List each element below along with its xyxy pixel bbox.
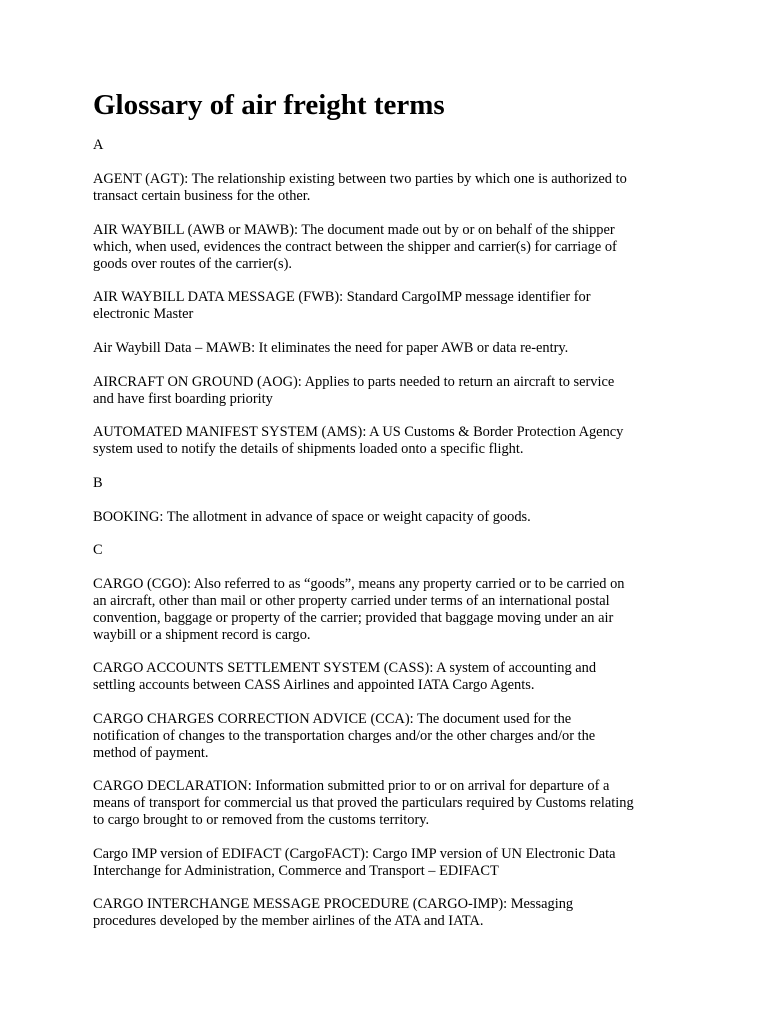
text-line: CARGO INTERCHANGE MESSAGE PROCEDURE (CARGO-IMP): Messaging [93, 896, 574, 912]
text-line: CARGO (CGO): Also referred to as “goods”, means any property carried or to be carried on [93, 576, 625, 592]
glossary-entry-ams [93, 424, 683, 458]
text-line: means of transport for commercial us that proved the particulars required by Customs relating [93, 795, 634, 811]
text-line: which, when used, evidences the contract between the shipper and carrier(s) for carriage of [93, 239, 617, 255]
text-line: AIR WAYBILL DATA MESSAGE (FWB): Standard CargoIMP message identifier for [93, 289, 591, 305]
glossary-entry-mawb-data [93, 340, 683, 357]
text-line: system used to notify the details of shipments loaded onto a specific flight. [93, 441, 524, 457]
glossary-entry-booking [93, 509, 683, 526]
text-line: AIR WAYBILL (AWB or MAWB): The document made out by or on behalf of the shipper [93, 222, 615, 238]
text-line: AUTOMATED MANIFEST SYSTEM (AMS): A US Customs & Border Protection Agency [93, 424, 624, 440]
text-line: C [93, 542, 103, 558]
text-line: A [93, 137, 104, 153]
text-line: Cargo IMP version of EDIFACT (CargoFACT): Cargo IMP version of UN Electronic Data [93, 846, 616, 862]
text-line: to cargo brought to or removed from the customs territory. [93, 812, 430, 828]
text-line: and have first boarding priority [93, 391, 273, 407]
glossary-entry-air-waybill [93, 222, 683, 273]
glossary-entry-cargofact [93, 846, 683, 880]
text-line: BOOKING: The allotment in advance of space or weight capacity of goods. [93, 509, 531, 525]
text-line: settling accounts between CASS Airlines and appointed IATA Cargo Agents. [93, 677, 535, 693]
glossary-entry-aog [93, 374, 683, 408]
glossary-entry-cargo [93, 576, 683, 644]
text-line: convention, baggage or property of the carrier; provided that baggage moving under an air [93, 610, 614, 626]
text-line: waybill or a shipment record is cargo. [93, 627, 311, 643]
text-line: procedures developed by the member airlines of the ATA and IATA. [93, 913, 484, 929]
glossary-entry-agent [93, 171, 683, 205]
glossary-entry-cca [93, 711, 683, 762]
text-line: CARGO DECLARATION: Information submitted prior to or on arrival for departure of a [93, 778, 610, 794]
text-line: an aircraft, other than mail or other property carried under terms of an international postal [93, 593, 610, 609]
glossary-entry-cargo-imp [93, 896, 683, 930]
page-title: Glossary of air freight terms [93, 89, 445, 121]
text-line: goods over routes of the carrier(s). [93, 256, 292, 272]
text-line: Interchange for Administration, Commerce and Transport – EDIFACT [93, 863, 499, 879]
text-line: CARGO CHARGES CORRECTION ADVICE (CCA): The document used for the [93, 711, 572, 727]
text-line: AIRCRAFT ON GROUND (AOG): Applies to parts needed to return an aircraft to service [93, 374, 615, 390]
text-line: transact certain business for the other. [93, 188, 311, 204]
text-line: Air Waybill Data – MAWB: It eliminates the need for paper AWB or data re-entry. [93, 340, 569, 356]
text-line: method of payment. [93, 745, 209, 761]
section-letter-c [93, 542, 683, 559]
text-line: notification of changes to the transportation charges and/or the other charges and/or the [93, 728, 596, 744]
section-letter-a [93, 137, 683, 154]
text-line: CARGO ACCOUNTS SETTLEMENT SYSTEM (CASS): A system of accounting and [93, 660, 597, 676]
text-line: AGENT (AGT): The relationship existing between two parties by which one is authorized to [93, 171, 627, 187]
glossary-entry-fwb [93, 289, 683, 323]
section-letter-b [93, 475, 683, 492]
text-line: B [93, 475, 103, 491]
glossary-entry-cargo-declaration [93, 778, 683, 829]
glossary-entry-cass [93, 660, 683, 694]
text-line: electronic Master [93, 306, 194, 322]
